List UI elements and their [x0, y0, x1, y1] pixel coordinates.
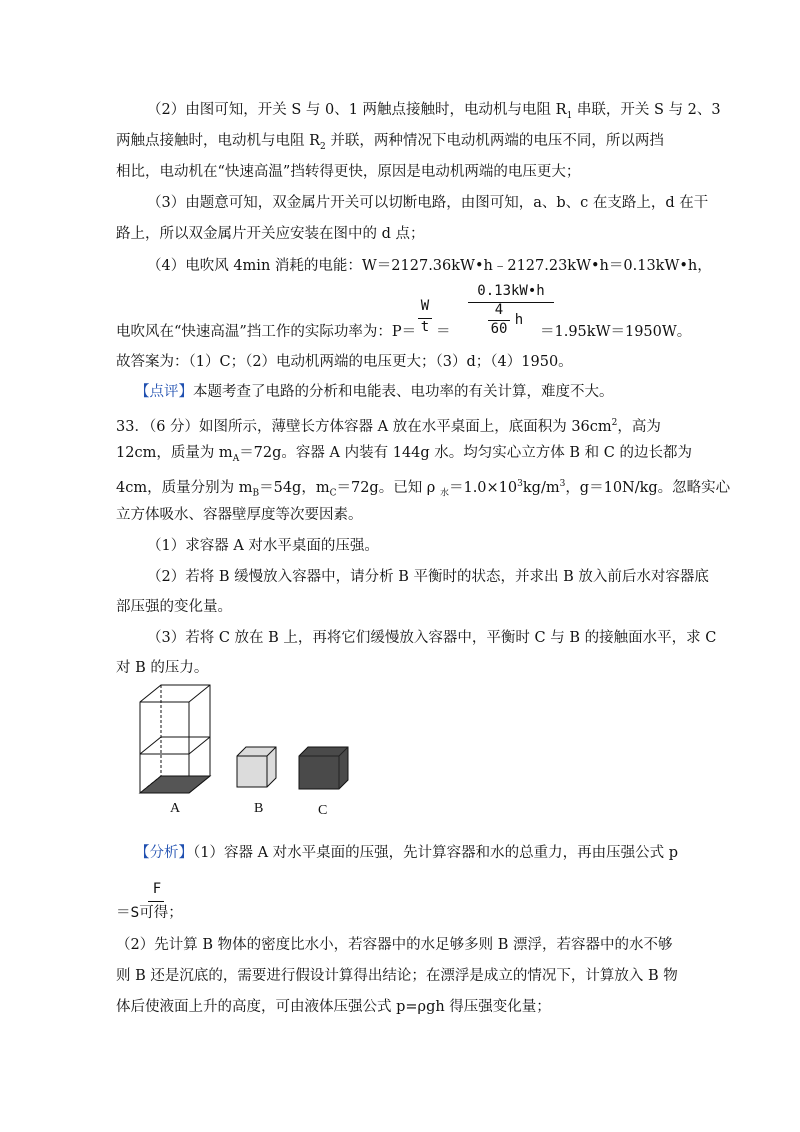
frac-h: h	[514, 312, 524, 328]
label-c: C	[318, 803, 328, 818]
container-figure	[130, 680, 370, 800]
comment-line: 【点评】本题考查了电路的分析和电能表、电功率的有关计算，难度不大。	[135, 384, 614, 400]
question-line: 33．（6 分）如图所示，薄壁长方体容器 A 放在水平桌面上，底面积为 $36cm^2$，高为	[116, 418, 661, 435]
cube-b	[237, 747, 276, 787]
cube-c	[299, 747, 348, 789]
question-line: 立方体吸水、容器壁厚度等次要因素。	[116, 507, 363, 523]
text-line: （2）由图可知，开关 S 与 0、1 两触点接触时，电动机与电阻 $R_1$ 串联，开关 S 与 2、3	[147, 102, 721, 121]
container-a	[140, 685, 210, 793]
formula-result: ＝1.95kW＝1950W。	[540, 324, 692, 340]
question-line: （1）求容器 A 对水平桌面的压强。	[147, 538, 379, 554]
frac-W: W	[420, 298, 430, 314]
label-b: B	[254, 801, 264, 816]
analysis-line: 【分析】（1）容器 A 对水平桌面的压强，先计算容器和水的总重力，再由压强公式 p	[135, 845, 679, 861]
question-line: 4cm，质量分别为 $m_B=54g$，$m_C=72g$。已知 ρ $_水=1.0\times 10^3kg/m^3$，g＝10N/kg。忽略实心	[116, 479, 731, 499]
formula-eq: ＝	[436, 324, 451, 340]
analysis-line: 体后使液面上升的高度，可由液体压强公式 p=ρgh 得压强变化量；	[116, 999, 551, 1015]
text-line: （4）电吹风 4min 消耗的电能：W＝2127.36kW•h﹣2127.23kW•h＝0.13kW•h，	[147, 258, 712, 274]
question-line: 12cm，质量为 $m_A=72g$。容器 A 内装有 144g 水。均匀实心立方体 B 和 C 的边长都为	[116, 445, 692, 464]
analysis-line: 则 B 还是沉底的，需要进行假设计算得出结论；在漂浮是成立的情况下，计算放入 B 物	[116, 968, 678, 984]
frac-F: F	[152, 881, 162, 897]
frac-4: 4	[494, 302, 504, 318]
frac-60: 60	[490, 321, 508, 337]
frac-num: 0.13kW•h	[477, 283, 545, 299]
label-a: A	[170, 801, 181, 816]
question-line: 部压强的变化量。	[116, 599, 232, 615]
text-line: （3）由题意可知，双金属片开关可以切断电路，由图可知，a、b、c 在支路上，d 在干	[147, 195, 709, 211]
question-line: （2）若将 B 缓慢放入容器中，请分析 B 平衡时的状态，并求出 B 放入前后水对容器底	[147, 569, 709, 585]
text-line: 路上，所以双金属片开关应安装在图中的 d 点；	[116, 226, 425, 242]
question-line: 对 B 的压力。	[116, 660, 209, 676]
text-line: 两触点接触时，电动机与电阻 $R_2$ 并联，两种情况下电动机两端的电压不同，所以两挡	[116, 133, 664, 152]
analysis-line: （2）先计算 B 物体的密度比水小，若容器中的水足够多则 B 漂浮，若容器中的水不够	[116, 937, 673, 953]
formula-line: 电吹风在“快速高温”挡工作的实际功率为：P＝	[116, 324, 417, 340]
question-line: （3）若将 C 放在 B 上，再将它们缓慢放入容器中，平衡时 C 与 B 的接触面水平，求 C	[147, 630, 717, 646]
analysis-line: ＝S可得；	[116, 905, 183, 921]
text-line: 故答案为：（1）C；（2）电动机两端的电压更大；（3）d；（4）1950。	[116, 354, 573, 370]
frac-t: t	[420, 319, 430, 335]
text-line: 相比，电动机在“快速高温”挡转得更快，原因是电动机两端的电压更大；	[116, 164, 581, 180]
